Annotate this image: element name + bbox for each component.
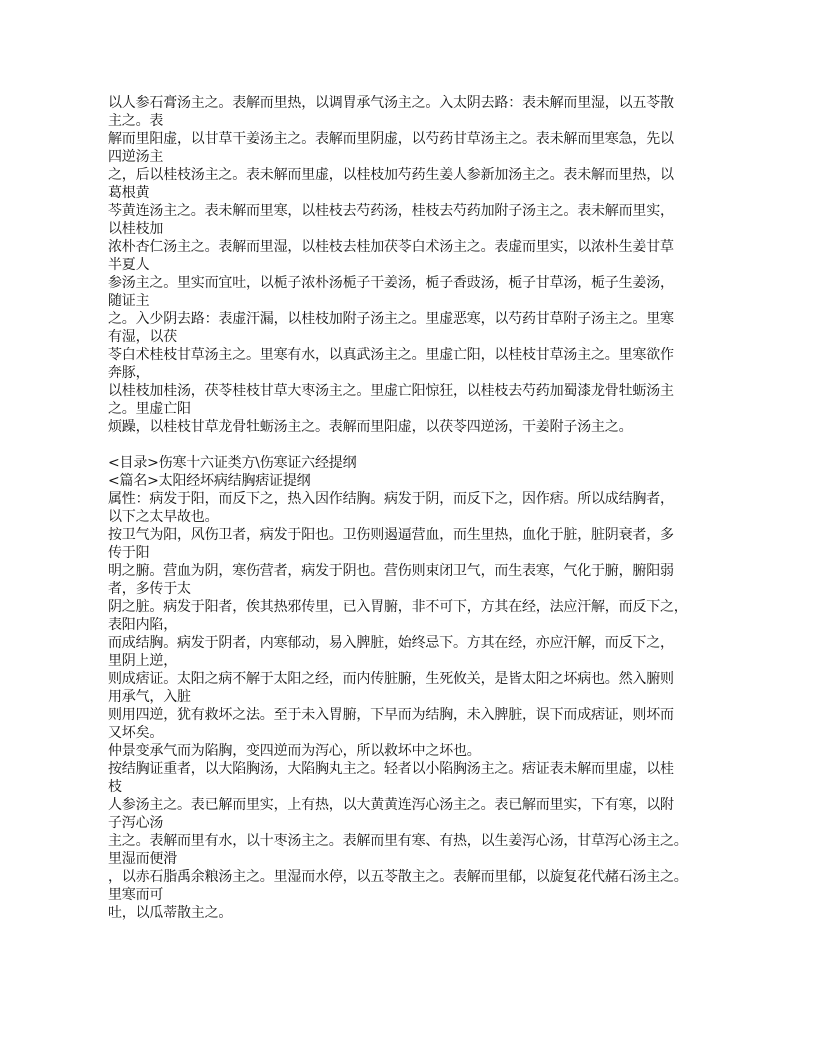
chapter-title: <篇名>太阳经坏病结胸痞证提纲 — [108, 473, 311, 489]
text-line: 之。里虚亡阳 — [108, 401, 191, 417]
text-line: 又坏矣。 — [108, 725, 164, 741]
text-line: 属性：病发于阳，而反下之，热入因作结胸。病发于阴，而反下之，因作痞。所以成结胸者， — [108, 491, 674, 507]
text-line: 者，多传于太 — [108, 581, 191, 597]
text-line: 以桂枝加桂汤，茯苓桂枝甘草大枣汤主之。里虚亡阳惊狂，以桂枝去芍药加蜀漆龙骨牡蛎汤主 — [108, 383, 674, 399]
text-line: 里阴上逆， — [108, 653, 177, 669]
text-line: 则用四逆，犹有救坏之法。至于未入胃腑，下早而为结胸，未入脾脏，误下而成痞证，则坏而 — [108, 707, 674, 723]
document-page — [108, 94, 713, 922]
text-block-2 — [108, 454, 713, 922]
text-line: 主之。表 — [108, 113, 164, 129]
text-line: 用承气，入脏 — [108, 689, 191, 705]
text-line: 明之腑。营血为阴，寒伤营者，病发于阴也。营伤则束闭卫气，而生表寒，气化于腑，腑阳弱 — [108, 563, 674, 579]
text-line: 以桂枝加 — [108, 221, 164, 237]
text-line: 里寒而可 — [108, 887, 164, 903]
text-line: 以人参石膏汤主之。表解而里热，以调胃承气汤主之。入太阴去路：表未解而里湿，以五苓散 — [108, 95, 674, 111]
text-line: 吐，以瓜蒂散主之。 — [108, 905, 233, 921]
text-line: 表阳内陷， — [108, 617, 177, 633]
text-line: 传于阳 — [108, 545, 150, 561]
text-line: 主之。表解而里有水，以十枣汤主之。表解而里有寒、有热，以生姜泻心汤，甘草泻心汤主之。 — [108, 833, 688, 849]
text-line: 随证主 — [108, 293, 150, 309]
text-line: 有湿，以茯 — [108, 329, 177, 345]
text-line: 里湿而便滑 — [108, 851, 177, 867]
text-line: 苓白术桂枝甘草汤主之。里寒有水，以真武汤主之。里虚亡阳，以桂枝甘草汤主之。里寒欲作 — [108, 347, 674, 363]
text-line: 之，后以桂枝汤主之。表未解而里虚，以桂枝加芍药生姜人参新加汤主之。表未解而里热，以 — [108, 167, 674, 183]
text-block-1 — [108, 94, 713, 436]
text-line: 半夏人 — [108, 257, 150, 273]
text-line: 葛根黄 — [108, 185, 150, 201]
text-line: 之。入少阴去路：表虚汗漏，以桂枝加附子汤主之。里虚恶寒，以芍药甘草附子汤主之。里寒 — [108, 311, 674, 327]
text-line: 以下之太早故也。 — [108, 509, 219, 525]
text-line: 参汤主之。里实而宜吐，以栀子浓朴汤栀子干姜汤，栀子香豉汤，栀子甘草汤，栀子生姜汤， — [108, 275, 674, 291]
text-line: 人参汤主之。表已解而里实，上有热，以大黄黄连泻心汤主之。表已解而里实，下有寒，以附 — [108, 797, 674, 813]
text-line: 枝 — [108, 779, 122, 795]
text-line: 则成痞证。太阳之病不解于太阳之经，而内传脏腑，生死攸关，是皆太阳之坏病也。然入腑则 — [108, 671, 674, 687]
text-line: 芩黄连汤主之。表未解而里寒，以桂枝去芍药汤，桂枝去芍药加附子汤主之。表未解而里实， — [108, 203, 674, 219]
text-line: 而成结胸。病发于阴者，内寒郁动，易入脾脏，始终忌下。方其在经，亦应汗解，而反下之， — [108, 635, 674, 651]
toc-heading: <目录>伤寒十六证类方\伤寒证六经提纲 — [108, 455, 357, 471]
text-line: 浓朴杏仁汤主之。表解而里湿，以桂枝去桂加茯苓白术汤主之。表虚而里实，以浓朴生姜甘草 — [108, 239, 674, 255]
text-line: ，以赤石脂禹余粮汤主之。里湿而水停，以五苓散主之。表解而里郁，以旋复花代赭石汤主之。 — [108, 869, 688, 885]
text-line: 按结胸证重者，以大陷胸汤，大陷胸丸主之。轻者以小陷胸汤主之。痞证表未解而里虚，以桂 — [108, 761, 674, 777]
text-line: 仲景变承气而为陷胸，变四逆而为泻心，所以救坏中之坏也。 — [108, 743, 481, 759]
text-line: 四逆汤主 — [108, 149, 164, 165]
text-line: 按卫气为阳，风伤卫者，病发于阳也。卫伤则遏逼营血，而生里热，血化于脏，脏阴衰者，多 — [108, 527, 674, 543]
text-line: 奔豚， — [108, 365, 150, 381]
paragraph-gap — [108, 436, 713, 454]
text-line: 解而里阳虚，以甘草干姜汤主之。表解而里阴虚，以芍药甘草汤主之。表未解而里寒急，先以 — [108, 131, 674, 147]
text-line: 阴之脏。病发于阳者，俟其热邪传里，已入胃腑，非不可下，方其在经，法应汗解，而反下之， — [108, 599, 688, 615]
text-line: 子泻心汤 — [108, 815, 164, 831]
text-line: 烦躁，以桂枝甘草龙骨牡蛎汤主之。表解而里阳虚，以茯苓四逆汤，干姜附子汤主之。 — [108, 419, 633, 435]
